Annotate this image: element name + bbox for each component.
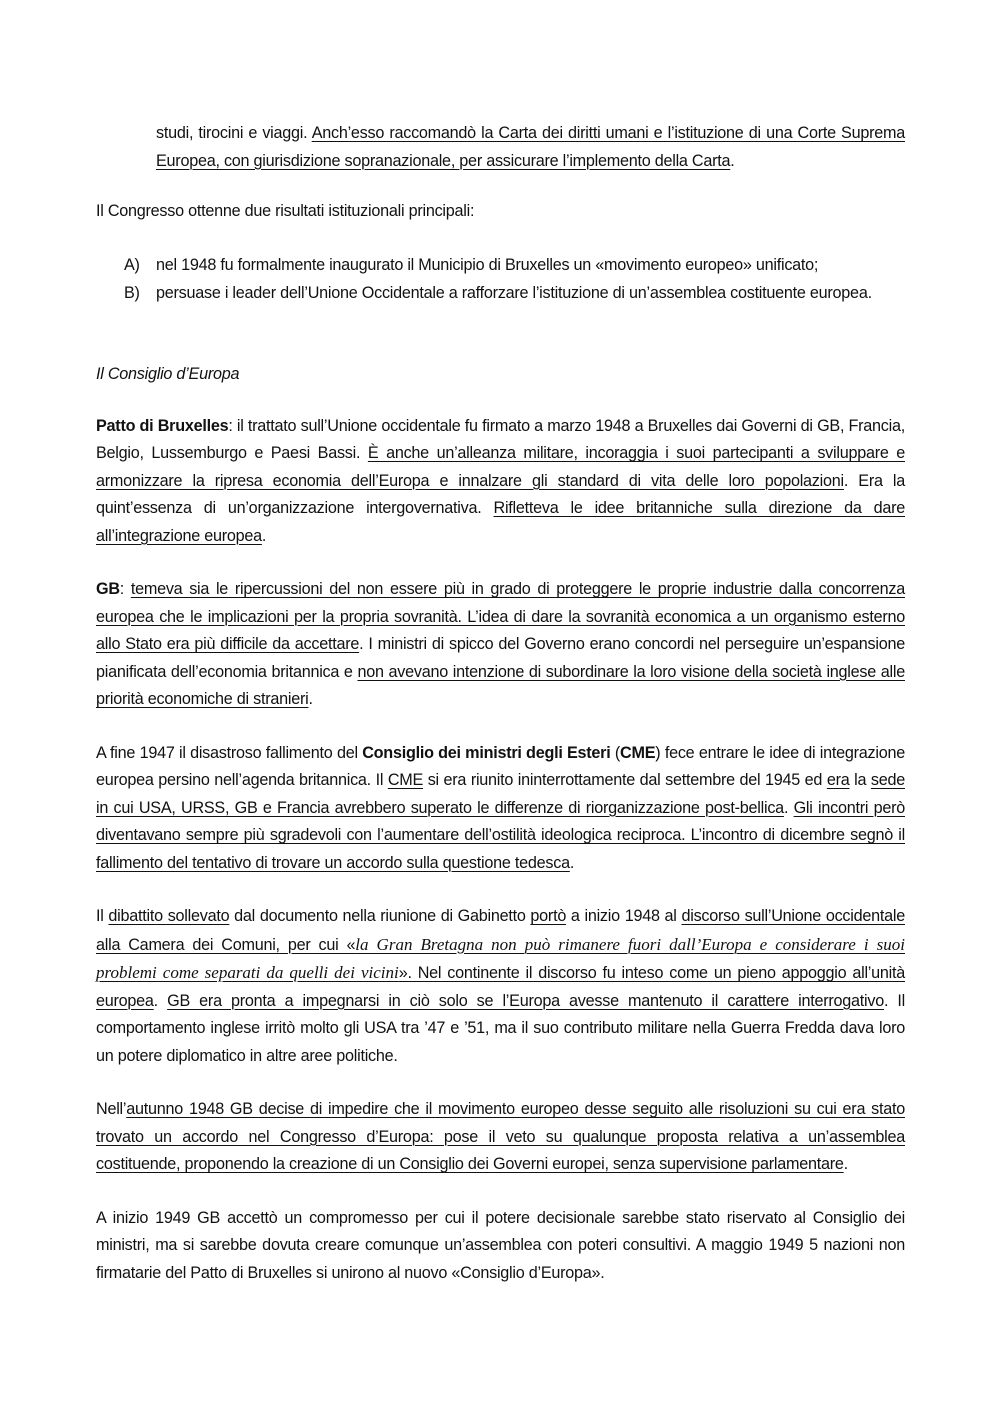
dibattito-text: Il	[96, 907, 109, 925]
patto-underlined-text: È anche un’alleanza militare, incoraggia i suoi partecipanti a sviluppare e armonizzare la ripresa economia dell’Europa e innalzare gli standard di vita delle loro popolazioni	[96, 444, 905, 490]
list-item-text: nel 1948 fu formalmente inaugurato il Municipio di Bruxelles un «movimento europeo» unificato;	[156, 255, 819, 274]
patto-paragraph	[96, 413, 905, 551]
gb-underlined-text: non avevano intenzione di subordinare la loro visione della società inglese alle priorità economiche di stranieri	[96, 662, 905, 708]
results-list	[96, 251, 905, 308]
cme-bold-acronym: CME	[620, 743, 656, 762]
gb-paragraph	[96, 576, 905, 714]
list-marker: B)	[124, 284, 140, 302]
dibattito-text: . Il comportamento inglese irritò molto gli USA tra ’47 e ’51, ma il suo contributo militare nella Guerra Fredda dava loro un potere diplomatico in altre aree politiche.	[96, 991, 905, 1065]
cme-underlined-text: era	[826, 771, 850, 789]
list-item	[96, 251, 905, 280]
dibattito-underlined-text: dibattito sollevato	[108, 907, 230, 925]
intro-text: studi, tirocini e viaggi.	[156, 124, 312, 142]
patto-text: . Era la quint’essenza di un’organizzazione intergovernativa.	[96, 471, 905, 517]
cme-underlined-text: CME	[387, 771, 424, 789]
cme-bold-term: Consiglio dei ministri degli Esteri	[362, 743, 611, 762]
intro-paragraph	[96, 120, 905, 175]
patto-underlined-text: Rifletteva le idee britanniche sulla direzione da dare all’integrazione europea	[96, 499, 905, 545]
intro-period: .	[730, 151, 735, 170]
dibattito-underlined-text: discorso sull’Unione occidentale alla Camera dei Comuni, per cui «	[96, 907, 905, 954]
cme-text: .	[569, 853, 575, 872]
gb-term: GB	[96, 580, 120, 598]
patto-text: .	[261, 526, 267, 545]
cme-text: (	[610, 743, 621, 762]
autunno-text: Nell’	[96, 1100, 127, 1118]
gb-text: :	[119, 580, 131, 598]
list-marker: A)	[124, 255, 140, 274]
gb-text: .	[308, 690, 313, 708]
cme-text: A fine 1947 il disastroso fallimento del	[96, 743, 363, 762]
congress-lead: Il Congresso ottenne due risultati istituzionali principali:	[96, 202, 475, 220]
autunno-paragraph	[96, 1096, 905, 1179]
dibattito-underlined-text: ». Nel continente il discorso fu inteso come un pieno appoggio all’unità europea	[96, 964, 905, 1010]
cme-underlined-text: Gli incontri però diventavano sempre più sgradevoli con l’aumentare dell’ostilità ideologica reciproca. L’incontro di dicembre segnò il fallimento del tentativo di trovare un accordo sulla questione tedesca	[96, 798, 905, 872]
document-page	[96, 120, 905, 1287]
dibattito-underlined-text: GB era pronta a impegnarsi in ciò solo se l’Europa avesse mantenuto il carattere interrogativo	[167, 991, 884, 1010]
dibattito-paragraph	[96, 903, 905, 1070]
intro-underlined-text: Anch’esso raccomandò la Carta dei diritti umani e l’istituzione di una Corte Suprema Europea, con giurisdizione sopranazionale, per assicurare l’implemento della Carta	[156, 124, 905, 170]
final-paragraph: A inizio 1949 GB accettò un compromesso per cui il potere decisionale sarebbe stato riservato al Consiglio dei ministri, ma si sarebbe dovuta creare comunque un’assemblea con poteri consultivi. A maggio 1949 5 nazioni non firmatarie del Patto di Bruxelles si unirono al nuovo «Consiglio d’Europa».	[96, 1208, 905, 1282]
autunno-underlined-text: autunno 1948 GB decise di impedire che il movimento europeo desse seguito alle risoluzioni su cui era stato trovato un accordo nel Congresso d’Europa: pose il veto su qualunque proposta relativa a un’assemblea costituende, proponendo la creazione di un Consiglio dei Governi europei, senza supervisione parlamentare	[96, 1100, 905, 1173]
patto-text: : il trattato sull’Unione occidentale fu firmato a marzo 1948 a Bruxelles dai Governi di GB, Francia, Belgio, Lussemburgo e Paesi Bassi.	[96, 416, 905, 462]
cme-text: si era riunito ininterrottamente dal settembre del 1945 ed	[423, 771, 827, 789]
cme-text: ) fece entrare le idee di integrazione europea persino nell’agenda britannica. Il	[96, 743, 906, 789]
autunno-text: .	[843, 1155, 848, 1173]
gb-text: . I ministri di spicco del Governo erano concordi nel perseguire un’espansione pianificata dell’economia britannica e	[96, 635, 905, 681]
patto-term: Patto di Bruxelles	[96, 416, 229, 435]
dibattito-underlined-text: portò	[530, 907, 567, 925]
cme-underlined-text: sede in cui USA, URSS, GB e Francia avrebbero superato le differenze di riorganizzazione post-bellica	[96, 771, 905, 817]
cme-paragraph	[96, 740, 905, 878]
gb-underlined-text: temeva sia le ripercussioni del non essere più in grado di proteggere le proprie industrie dalla concorrenza europea che le implicazioni per la propria sovranità. L’idea di dare la sovranità economica a un organismo esterno allo Stato era più difficile da accettare	[96, 580, 905, 653]
list-item-text: persuase i leader dell’Unione Occidentale a rafforzare l’istituzione di un’assemblea costituente europea.	[156, 284, 872, 302]
dibattito-text: .	[153, 991, 168, 1010]
section-title: Il Consiglio d’Europa	[96, 364, 240, 383]
cme-text: .	[783, 798, 794, 817]
cme-text: la	[849, 771, 871, 789]
dibattito-quote: la Gran Bretagna non può rimanere fuori dall’Europa e considerare i suoi problemi come separati da quelli dei vicini	[96, 934, 905, 982]
dibattito-text: dal documento nella riunione di Gabinetto	[229, 907, 531, 925]
list-item	[96, 279, 905, 308]
dibattito-text: a inizio 1948 al	[566, 907, 682, 925]
